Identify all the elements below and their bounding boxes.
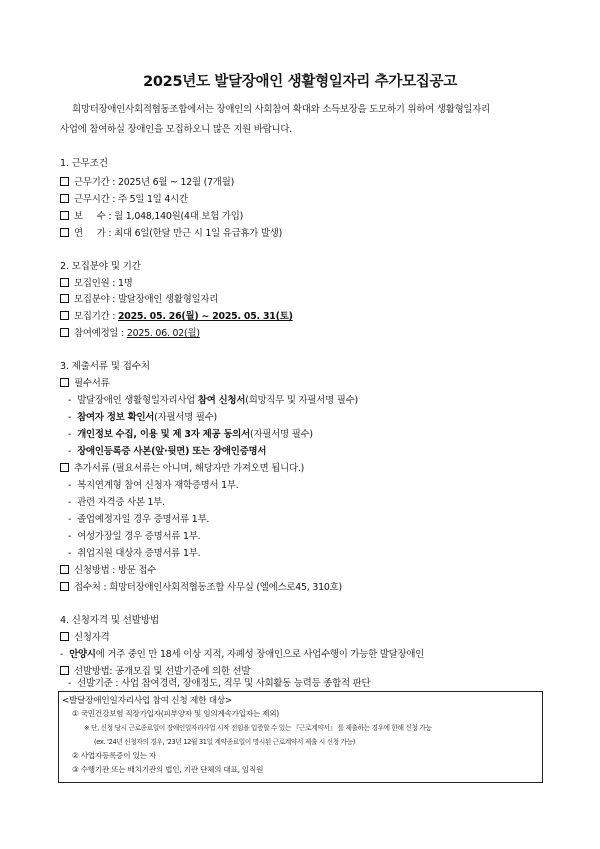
checkbox-square-icon	[60, 666, 69, 675]
extra-doc-2: - 관련 자격증 사본 1부.	[68, 497, 165, 508]
extra-doc-3: - 졸업예정자일 경우 증명서류 1부.	[68, 514, 210, 525]
recruit-period-item	[60, 311, 293, 323]
checkbox-square-icon	[60, 294, 69, 303]
required-doc-1: - 발달장애인 생활형일자리사업 참여 신청서(희망직무 및 자필서명 필수)	[68, 395, 358, 406]
checkbox-square-icon	[60, 177, 69, 186]
extra-docs-label	[60, 463, 304, 475]
extra-doc-5: - 취업지원 대상자 증명서류 1부.	[68, 548, 201, 559]
apply-method-text: 신청방법 : 방문 접수	[74, 565, 157, 576]
required-doc-3-post: (자필서명 필수)	[250, 429, 313, 440]
section-3-heading: 3. 제출서류 및 접수처	[60, 361, 150, 372]
qualification-label	[60, 632, 109, 644]
leave-item	[60, 228, 282, 240]
work-period-item	[60, 177, 234, 189]
required-doc-4-bold: 장애인등록증 사본(앞·뒷면) 또는 장애인증명서	[77, 446, 267, 457]
checkbox-square-icon	[60, 211, 69, 220]
restriction-item-3: ③ 수행기관 또는 배치기관의 법인, 기관 단체의 대표, 임직원	[72, 765, 264, 774]
recruit-count-item	[60, 278, 133, 290]
salary-text: 보 수 : 월 1,048,140원(4대 보험 가입)	[74, 211, 244, 222]
required-docs-text: 필수서류	[74, 378, 110, 389]
extra-doc-1: - 복지연계형 참여 신청자 재학증명서 1부.	[68, 480, 239, 491]
required-docs-label	[60, 378, 109, 390]
qualification-region: 안양시	[69, 649, 96, 660]
required-doc-2-bold: 참여자 정보 확인서	[77, 412, 155, 423]
checkbox-square-icon	[60, 311, 69, 320]
checkbox-square-icon	[60, 228, 69, 237]
start-date-item	[60, 328, 200, 340]
qualification-detail: - 안양시에 거주 중인 만 18세 이상 지적, 자폐성 장애인으로 사업수행이 가능한 발달장애인	[60, 649, 425, 660]
apply-place-item	[60, 582, 342, 594]
checkbox-square-icon	[60, 378, 69, 387]
salary-item	[60, 211, 243, 223]
work-hours-text: 근무시간 : 주 5일 1일 4시간	[74, 194, 188, 205]
section-4-heading: 4. 신청자격 및 선발방법	[60, 615, 159, 626]
required-doc-1-pre: 발달장애인 생활형일자리사업	[77, 395, 198, 406]
required-doc-3-bold: 개인정보 수집, 이용 및 제 3자 제공 동의서	[77, 429, 251, 440]
leave-text: 연 가 : 최대 6일(한달 만근 시 1일 유급휴가 발생)	[74, 228, 283, 239]
intro-line-1: 희망터장애인사회적협동조합에서는 장애인의 사회참여 확대와 소득보장을 도모하기 위하여 생활형일자리	[72, 104, 490, 115]
page-title: 2025년도 발달장애인 생활형일자리 추가모집공고	[143, 74, 457, 90]
checkbox-square-icon	[60, 278, 69, 287]
start-date-label: 참여예정일 :	[74, 328, 127, 339]
intro-line-2: 사업에 참여하실 장애인을 모집하오니 많은 지원 바랍니다.	[60, 124, 293, 135]
checkbox-square-icon	[60, 632, 69, 641]
extra-doc-2-text: 관련 자격증 사본 1부.	[77, 497, 165, 508]
checkbox-square-icon	[60, 328, 69, 337]
recruit-field-text: 모집분야 : 발달장애인 생활형일자리	[74, 294, 219, 305]
section-2-heading: 2. 모집분야 및 기간	[60, 261, 141, 272]
selection-criteria-text: 선발기준 : 사업 참여경력, 장애정도, 직무 및 사회활동 능력등 종합적 판단	[77, 678, 371, 689]
work-period-text: 근무기간 : 2025년 6월 ~ 12월 (7개월)	[74, 177, 235, 188]
extra-doc-3-text: 졸업예정자일 경우 증명서류 1부.	[77, 514, 210, 525]
checkbox-square-icon	[60, 194, 69, 203]
qualification-detail-text: 에 거주 중인 만 18세 이상 지적, 자폐성 장애인으로 사업수행이 가능한 발달장애인	[95, 649, 425, 660]
checkbox-square-icon	[60, 582, 69, 591]
required-doc-2: - 참여자 정보 확인서(자필서명 필수)	[68, 412, 218, 423]
extra-doc-4-text: 여성가장일 경우 증명서류 1부.	[77, 531, 201, 542]
recruit-period-value: 2025. 05. 26(월) ~ 2025. 05. 31(토)	[117, 311, 293, 322]
extra-doc-5-text: 취업지원 대상자 증명서류 1부.	[77, 548, 201, 559]
checkbox-square-icon	[60, 463, 69, 472]
restriction-note-title: <발달장애인일자리사업 참여 신청 제한 대상>	[62, 696, 232, 706]
restriction-item-1-note: ※ 단, 신청 당시 근로종료일이 장애인일자리사업 시작 전임을 입증할 수 있는 『근로계약서』 를 제출하는 경우에 한해 신청 가능	[84, 724, 432, 732]
checkbox-square-icon	[60, 565, 69, 574]
selection-criteria-item: - 선발기준 : 사업 참여경력, 장애정도, 직무 및 사회활동 능력등 종합적 판단	[68, 678, 371, 689]
extra-doc-1-text: 복지연계형 참여 신청자 재학증명서 1부.	[77, 480, 239, 491]
required-doc-2-post: (자필서명 필수)	[154, 412, 218, 423]
restriction-item-1-example: (ex. '24년 신청자의 경우, '23년 12월 31일 계약종료일이 명시된 근로계약서 제출 시 신청 가능)	[94, 738, 356, 746]
section-1-heading: 1. 근무조건	[60, 158, 108, 169]
apply-place-text: 접수처 : 희망터장애인사회적협동조합 사무실 (엘에스로45, 310호)	[74, 582, 342, 593]
recruit-period-label: 모집기간 :	[74, 311, 118, 322]
intro-paragraph	[60, 100, 560, 140]
selection-method-item	[60, 666, 250, 678]
required-doc-3: - 개인정보 수집, 이용 및 제 3자 제공 동의서(자필서명 필수)	[68, 429, 313, 440]
required-doc-1-bold: 참여 신청서	[197, 395, 246, 406]
recruit-count-text: 모집인원 : 1명	[74, 278, 133, 289]
extra-docs-text: 추가서류 (필요서류는 아니며, 해당자만 가져오면 됩니다.)	[74, 463, 305, 474]
required-doc-4: - 장애인등록증 사본(앞·뒷면) 또는 장애인증명서	[68, 446, 267, 457]
required-doc-1-post: (희망직무 및 자필서명 필수)	[245, 395, 358, 406]
restriction-item-1: ① 국민건강보험 직장가입자(피부양자 및 임의계속가입자는 제외)	[72, 709, 280, 718]
qualification-label-text: 신청자격	[74, 632, 110, 643]
apply-method-item	[60, 565, 156, 577]
start-date-value: 2025. 06. 02(월)	[126, 328, 200, 339]
work-hours-item	[60, 194, 188, 206]
selection-method-text: 선발방법: 공개모집 및 선발기준에 의한 선발	[74, 666, 251, 677]
restriction-item-2: ② 사업자등록증이 있는 자	[72, 751, 156, 760]
recruit-field-item	[60, 294, 218, 306]
extra-doc-4: - 여성가장일 경우 증명서류 1부.	[68, 531, 201, 542]
